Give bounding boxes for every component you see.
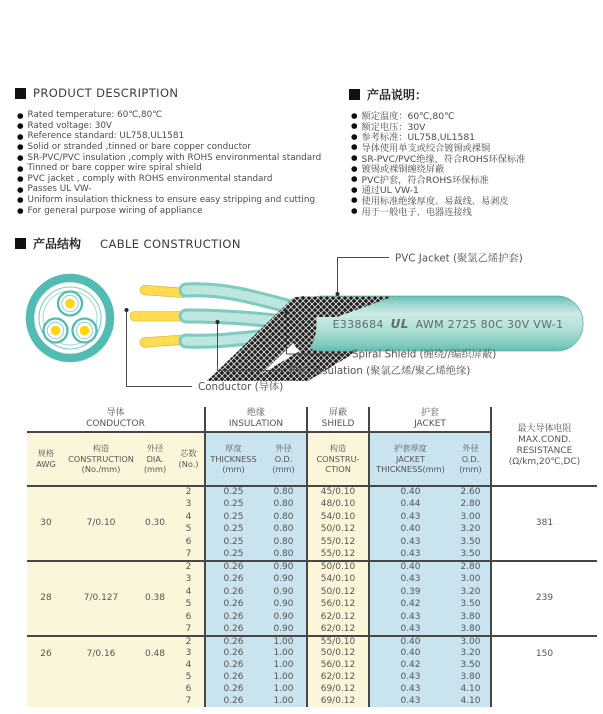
cell-jacket-thickness: 0.40 xyxy=(369,561,451,574)
cell-jacket-od: 2.80 xyxy=(451,499,491,512)
cell-jacket-thickness: 0.40 xyxy=(369,648,451,660)
bullet-icon: ● xyxy=(351,184,358,194)
cell-shield-construction: 50/0.12 xyxy=(307,524,369,537)
cell-cores: 7 xyxy=(173,695,205,707)
description-item-en xyxy=(17,184,321,195)
cell-shield-construction: 50/0.12 xyxy=(307,648,369,660)
header-dia: 外径 DIA. (mm) xyxy=(137,432,173,486)
description-text: PVC jacket , comply with ROHS environmental standard xyxy=(27,173,273,184)
cell-cores: 5 xyxy=(173,599,205,612)
cell-ins-od: 1.00 xyxy=(261,672,307,684)
cell-cores: 3 xyxy=(173,499,205,512)
description-text: PVC护套，符合ROHS环保标准 xyxy=(361,174,489,186)
description-item-en xyxy=(17,163,321,174)
cell-jacket-thickness: 0.44 xyxy=(369,499,451,512)
cell-ins-thickness: 0.26 xyxy=(205,684,261,696)
cell-jacket-od: 3.50 xyxy=(451,536,491,549)
label-spiral-shield: Spiral Shield (缠绕//编织屏蔽) xyxy=(352,348,497,361)
cell-ins-thickness: 0.26 xyxy=(205,624,261,637)
bullet-icon: ● xyxy=(351,174,358,184)
cell-cores: 2 xyxy=(173,561,205,574)
label-pvc-jacket: PVC Jacket (聚氯乙烯护套) xyxy=(395,252,523,265)
cell-ins-od: 0.80 xyxy=(261,524,307,537)
label-pvc-insulation: PVC insulation (聚氯乙烯/聚乙烯绝缘) xyxy=(289,365,471,377)
cell-jacket-od: 3.80 xyxy=(451,624,491,637)
cell-jacket-od: 3.50 xyxy=(451,599,491,612)
header-ins-od: 外径 O.D. (mm) xyxy=(261,432,307,486)
cell-construction: 7/0.10 xyxy=(65,486,137,561)
jacket-ring xyxy=(30,278,110,358)
cell-cores: 3 xyxy=(173,574,205,587)
description-text: Reference standard: UL758,UL1581 xyxy=(27,131,185,142)
cell-jacket-thickness: 0.43 xyxy=(369,672,451,684)
spec-row xyxy=(27,561,597,574)
cell-ins-thickness: 0.25 xyxy=(205,486,261,499)
cell-ins-od: 1.00 xyxy=(261,684,307,696)
cell-ins-od: 0.90 xyxy=(261,561,307,574)
cell-cores: 4 xyxy=(173,511,205,524)
cell-dia: 0.48 xyxy=(137,636,173,707)
cell-jacket-od: 4.10 xyxy=(451,684,491,696)
cell-shield-construction: 62/0.12 xyxy=(307,611,369,624)
section-square-icon xyxy=(15,238,26,249)
description-item-en xyxy=(17,121,321,132)
group-header-conductor: 导体 CONDUCTOR xyxy=(27,407,205,432)
cell-shield-construction: 62/0.12 xyxy=(307,672,369,684)
cell-ins-thickness: 0.26 xyxy=(205,648,261,660)
cell-shield-construction: 50/0.10 xyxy=(307,561,369,574)
bullet-icon: ● xyxy=(351,195,358,205)
cell-shield-construction: 54/0.10 xyxy=(307,574,369,587)
header-max-resistance: 最大导体电阻 MAX.COND. RESISTANCE (Ω/km,20℃,DC) xyxy=(491,407,597,486)
header-shield-construction: 构造 CONSTRU- CTION xyxy=(307,432,369,486)
spec-table xyxy=(27,407,597,707)
section-title-en: CABLE CONSTRUCTION xyxy=(100,236,241,251)
cell-jacket-od: 3.20 xyxy=(451,524,491,537)
cell-cores: 5 xyxy=(173,524,205,537)
cell-resistance: 239 xyxy=(491,561,597,636)
bullet-icon: ● xyxy=(351,152,358,162)
bullet-icon: ● xyxy=(17,195,24,205)
description-text: Passes UL VW- xyxy=(27,184,92,195)
cell-ins-od: 0.80 xyxy=(261,511,307,524)
cell-jacket-thickness: 0.40 xyxy=(369,486,451,499)
description-text: Solid or stranded ,tinned or bare copper conductor xyxy=(27,142,252,153)
cell-ins-thickness: 0.26 xyxy=(205,586,261,599)
cell-ins-od: 1.00 xyxy=(261,660,307,672)
description-item-en xyxy=(17,174,321,185)
cell-jacket-od: 3.80 xyxy=(451,672,491,684)
section-title-zh: 产品说明： xyxy=(367,88,428,102)
cell-cores: 6 xyxy=(173,536,205,549)
product-description-list-zh xyxy=(351,110,525,216)
cell-ins-thickness: 0.26 xyxy=(205,574,261,587)
header-jacket-thickness: 护套厚度 JACKET THICKNESS(mm) xyxy=(369,432,451,486)
cell-construction: 7/0.16 xyxy=(65,636,137,707)
cell-jacket-od: 2.80 xyxy=(451,561,491,574)
cell-jacket-thickness: 0.43 xyxy=(369,549,451,562)
product-description-list-en xyxy=(17,110,321,216)
cell-shield-construction: 54/0.10 xyxy=(307,511,369,524)
cell-jacket-thickness: 0.40 xyxy=(369,636,451,648)
cell-shield-construction: 50/0.12 xyxy=(307,586,369,599)
description-text: 额定电压：30V xyxy=(361,121,426,133)
cell-shield-construction: 56/0.12 xyxy=(307,660,369,672)
description-item-en xyxy=(17,152,321,163)
cell-cores: 2 xyxy=(173,486,205,499)
cell-ins-od: 0.80 xyxy=(261,536,307,549)
cell-ins-od: 1.00 xyxy=(261,636,307,648)
cell-ins-od: 0.90 xyxy=(261,624,307,637)
header-jacket-od: 外径 O.D. (mm) xyxy=(451,432,491,486)
cell-ins-thickness: 0.26 xyxy=(205,561,261,574)
description-text: For general purpose wiring of appliance xyxy=(27,205,203,216)
description-text: 通过UL VW-1 xyxy=(361,185,419,197)
cell-awg: 26 xyxy=(27,636,65,707)
bullet-icon: ● xyxy=(351,205,358,215)
cell-ins-od: 0.80 xyxy=(261,549,307,562)
cable-cross-section xyxy=(30,278,110,358)
cell-cores: 2 xyxy=(173,636,205,648)
bullet-icon: ● xyxy=(17,163,24,173)
description-text: Rated temperature: 60℃,80℃ xyxy=(27,110,163,121)
cell-ins-thickness: 0.26 xyxy=(205,636,261,648)
product-description-header xyxy=(15,86,178,100)
cell-ins-thickness: 0.26 xyxy=(205,672,261,684)
cell-construction: 7/0.127 xyxy=(65,561,137,636)
cell-jacket-od: 3.00 xyxy=(451,574,491,587)
cell-ins-od: 1.00 xyxy=(261,695,307,707)
cell-jacket-thickness: 0.43 xyxy=(369,624,451,637)
cell-ins-od: 0.90 xyxy=(261,574,307,587)
spec-group-awg-26 xyxy=(27,636,597,707)
spec-row xyxy=(27,636,597,648)
bullet-icon: ● xyxy=(351,110,358,120)
cell-jacket-od: 3.00 xyxy=(451,636,491,648)
bullet-icon: ● xyxy=(351,131,358,141)
description-item-en xyxy=(17,205,321,216)
section-title-zh: 产品结构 xyxy=(33,237,82,251)
cell-jacket-od: 4.10 xyxy=(451,695,491,707)
cell-jacket-od: 3.00 xyxy=(451,511,491,524)
group-header-shield: 屏蔽 SHIELD xyxy=(307,407,369,432)
description-text: SR-PVC/PVC绝缘，符合ROHS环保标准 xyxy=(361,153,526,165)
cable-construction-diagram xyxy=(0,250,603,410)
cell-jacket-thickness: 0.39 xyxy=(369,586,451,599)
cell-jacket-thickness: 0.43 xyxy=(369,695,451,707)
cell-ins-thickness: 0.25 xyxy=(205,549,261,562)
bullet-icon: ● xyxy=(351,142,358,152)
description-text: Tinned or bare copper wire spiral shield xyxy=(27,163,202,174)
cell-jacket-od: 3.50 xyxy=(451,660,491,672)
cell-shield-construction: 55/0.12 xyxy=(307,549,369,562)
cell-ins-thickness: 0.26 xyxy=(205,660,261,672)
spec-table-wrap xyxy=(27,407,597,707)
core-left xyxy=(44,319,68,343)
cell-dia: 0.30 xyxy=(137,486,173,561)
description-text: 导体使用单支或绞合镀锡或裸铜 xyxy=(361,143,491,155)
cell-shield-construction: 48/0.10 xyxy=(307,499,369,512)
cell-ins-od: 0.90 xyxy=(261,599,307,612)
header-construction: 构造 CONSTRUCTION (No./mm) xyxy=(65,432,137,486)
cell-jacket-thickness: 0.43 xyxy=(369,574,451,587)
cell-jacket-od: 2.60 xyxy=(451,486,491,499)
cell-cores: 6 xyxy=(173,684,205,696)
description-item-en xyxy=(17,131,321,142)
cell-awg: 28 xyxy=(27,561,65,636)
description-text: SR-PVC/PVC insulation ,comply with ROHS environmental standard xyxy=(27,152,322,163)
header-ins-thickness: 厚度 THICKNESS (mm) xyxy=(205,432,261,486)
cell-ins-od: 0.80 xyxy=(261,499,307,512)
group-header-insulation: 绝缘 INSULATION xyxy=(205,407,307,432)
cell-cores: 7 xyxy=(173,549,205,562)
bullet-icon: ● xyxy=(17,121,24,131)
cell-ins-od: 0.90 xyxy=(261,611,307,624)
cell-jacket-od: 3.20 xyxy=(451,648,491,660)
cell-ins-od: 1.00 xyxy=(261,648,307,660)
cell-jacket-thickness: 0.42 xyxy=(369,660,451,672)
cell-shield-construction: 56/0.12 xyxy=(307,599,369,612)
cell-jacket-od: 3.50 xyxy=(451,549,491,562)
cell-shield-construction: 62/0.12 xyxy=(307,624,369,637)
spec-row xyxy=(27,486,597,499)
cell-jacket-thickness: 0.43 xyxy=(369,611,451,624)
cell-ins-thickness: 0.26 xyxy=(205,611,261,624)
cell-awg: 30 xyxy=(27,486,65,561)
cell-shield-construction: 69/0.12 xyxy=(307,695,369,707)
description-item-en xyxy=(17,142,321,153)
bullet-icon: ● xyxy=(17,110,24,120)
description-text: 使用标准绝缘厚度、易裁线、易剥皮 xyxy=(361,196,509,208)
bullet-icon: ● xyxy=(17,205,24,215)
cell-jacket-thickness: 0.43 xyxy=(369,511,451,524)
label-conductor: Conductor (导体) xyxy=(198,381,284,393)
description-text: 镀锡或裸铜缠绕屏蔽 xyxy=(361,164,445,176)
product-description-header-zh xyxy=(349,86,427,103)
cell-cores: 7 xyxy=(173,624,205,637)
section-square-icon xyxy=(349,89,360,100)
section-title: PRODUCT DESCRIPTION xyxy=(33,86,179,100)
cell-ins-od: 0.80 xyxy=(261,486,307,499)
group-header-row xyxy=(27,407,597,432)
cell-dia: 0.38 xyxy=(137,561,173,636)
cell-jacket-thickness: 0.40 xyxy=(369,524,451,537)
cell-cores: 5 xyxy=(173,672,205,684)
cell-ins-thickness: 0.25 xyxy=(205,511,261,524)
core-right xyxy=(73,319,97,343)
cell-ins-od: 0.90 xyxy=(261,586,307,599)
jacket-marking: E338684 UL AWM 2725 80C 30V VW-1 xyxy=(332,317,564,331)
group-header-jacket: 护套 JACKET xyxy=(369,407,491,432)
bullet-icon: ● xyxy=(351,163,358,173)
description-text: Rated voltage: 30V xyxy=(27,120,112,131)
cell-ins-thickness: 0.25 xyxy=(205,524,261,537)
spec-group-awg-30 xyxy=(27,486,597,561)
core-top xyxy=(58,292,82,316)
cell-cores: 4 xyxy=(173,660,205,672)
cell-ins-thickness: 0.25 xyxy=(205,536,261,549)
cell-ins-thickness: 0.26 xyxy=(205,599,261,612)
cell-ins-thickness: 0.26 xyxy=(205,695,261,707)
cell-jacket-od: 3.80 xyxy=(451,611,491,624)
cell-jacket-od: 3.20 xyxy=(451,586,491,599)
bullet-icon: ● xyxy=(351,121,358,131)
cell-jacket-thickness: 0.43 xyxy=(369,536,451,549)
bullet-icon: ● xyxy=(17,152,24,162)
bullet-icon: ● xyxy=(17,174,24,184)
bullet-icon: ● xyxy=(17,131,24,141)
header-cores: 芯数 (No.) xyxy=(173,432,205,486)
bullet-icon: ● xyxy=(17,142,24,152)
description-text: 用于一般电子、电器连接线 xyxy=(361,206,472,218)
cell-shield-construction: 45/0.10 xyxy=(307,486,369,499)
cell-resistance: 150 xyxy=(491,636,597,707)
cell-cores: 3 xyxy=(173,648,205,660)
ul-logo-icon: UL xyxy=(390,317,409,331)
header-awg: 规格 AWG xyxy=(27,432,65,486)
bullet-icon: ● xyxy=(17,184,24,194)
spec-table-head xyxy=(27,407,597,486)
section-square-icon xyxy=(15,88,26,99)
cell-shield-construction: 69/0.12 xyxy=(307,684,369,696)
description-text: Uniform insulation thickness to ensure easy stripping and cutting xyxy=(27,195,316,206)
cell-jacket-thickness: 0.43 xyxy=(369,684,451,696)
cell-resistance: 381 xyxy=(491,486,597,561)
spec-group-awg-28 xyxy=(27,561,597,636)
cell-shield-construction: 55/0.10 xyxy=(307,636,369,648)
cell-jacket-thickness: 0.42 xyxy=(369,599,451,612)
description-text: 额定温度：60℃,80℃ xyxy=(361,111,455,123)
cell-cores: 4 xyxy=(173,586,205,599)
cell-shield-construction: 55/0.12 xyxy=(307,536,369,549)
cell-ins-thickness: 0.25 xyxy=(205,499,261,512)
description-item-en xyxy=(17,110,321,121)
cell-cores: 6 xyxy=(173,611,205,624)
description-text: 参考标准：UL758,UL1581 xyxy=(361,132,476,144)
description-item-en xyxy=(17,195,321,206)
